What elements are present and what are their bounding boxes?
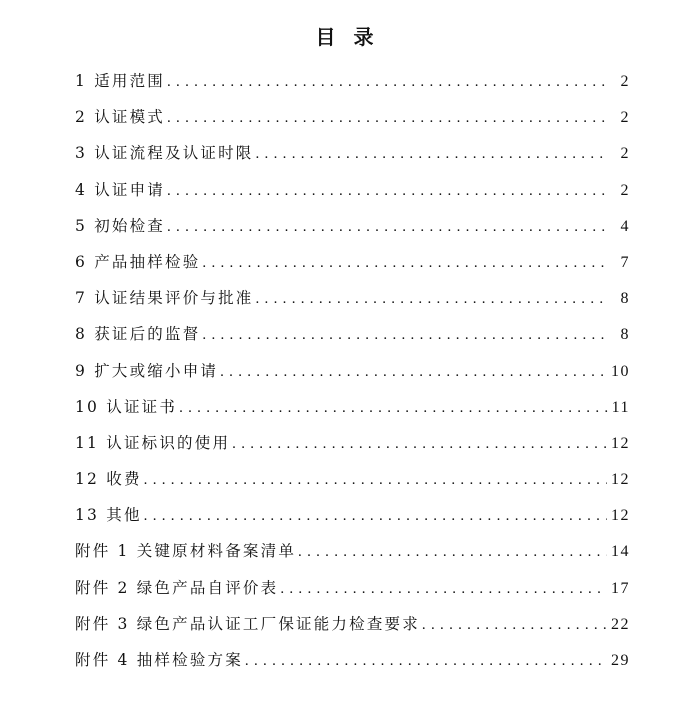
toc-entry-mark-usage[interactable] <box>75 428 630 464</box>
dot-leader <box>256 139 609 169</box>
dot-leader <box>202 320 608 350</box>
toc-entry-label: 附件 2 绿色产品自评价表 <box>75 578 279 597</box>
toc-entry-page: 12 <box>611 434 630 452</box>
dot-leader <box>245 646 607 676</box>
toc-entry-page: 17 <box>611 579 630 597</box>
toc-entry-label: 5 初始检查 <box>75 216 165 235</box>
page-title: 目录 <box>315 25 392 49</box>
table-of-contents <box>75 66 630 681</box>
toc-entry-post-certification-supervision[interactable] <box>75 319 630 355</box>
toc-entry-page: 4 <box>620 217 630 235</box>
toc-entry-certification-application[interactable] <box>75 175 630 211</box>
toc-entry-certificate[interactable] <box>75 392 630 428</box>
toc-entry-page: 22 <box>611 615 630 633</box>
dot-leader <box>256 284 609 314</box>
toc-entry-initial-inspection[interactable] <box>75 211 630 247</box>
dot-leader <box>179 393 608 423</box>
toc-entry-label: 10 认证证书 <box>75 397 178 416</box>
toc-entry-page: 12 <box>611 507 630 525</box>
dot-leader <box>144 465 607 495</box>
toc-entry-page: 7 <box>620 253 630 271</box>
dot-leader <box>280 574 607 604</box>
toc-entry-label: 3 认证流程及认证时限 <box>75 144 254 163</box>
toc-entry-label: 9 扩大或缩小申请 <box>75 361 219 380</box>
toc-entry-applicable-scope[interactable] <box>75 66 630 102</box>
toc-entry-label: 附件 4 抽样检验方案 <box>75 651 243 669</box>
toc-entry-result-evaluation[interactable] <box>75 283 630 319</box>
toc-entry-label: 7 认证结果评价与批准 <box>75 289 254 308</box>
dot-leader <box>167 103 608 133</box>
toc-entry-page: 14 <box>611 543 630 561</box>
dot-leader <box>232 429 607 459</box>
dot-leader <box>202 248 608 278</box>
toc-entry-label: 13 其他 <box>75 506 142 525</box>
toc-entry-page: 11 <box>611 398 630 416</box>
toc-entry-page: 29 <box>611 652 630 669</box>
toc-entry-page: 8 <box>620 290 630 308</box>
toc-entry-certification-process[interactable] <box>75 138 630 174</box>
toc-entry-label: 2 认证模式 <box>75 108 165 127</box>
dot-leader <box>167 67 608 97</box>
toc-entry-label: 11 认证标识的使用 <box>75 433 231 452</box>
toc-entry-label: 附件 1 关键原材料备案清单 <box>75 542 297 561</box>
toc-entry-page: 10 <box>611 362 630 380</box>
dot-leader <box>298 537 607 567</box>
toc-entry-annex-4[interactable] <box>75 645 630 681</box>
toc-entry-fees[interactable] <box>75 464 630 500</box>
dot-leader <box>422 610 607 640</box>
toc-entry-scope-change[interactable] <box>75 356 630 392</box>
dot-leader <box>144 501 607 531</box>
toc-entry-annex-2[interactable] <box>75 573 630 609</box>
dot-leader <box>220 357 607 387</box>
toc-entry-page: 2 <box>620 181 630 199</box>
toc-entry-page: 2 <box>620 109 630 127</box>
toc-entry-product-sampling[interactable] <box>75 247 630 283</box>
dot-leader <box>167 176 608 206</box>
toc-entry-annex-3[interactable] <box>75 609 630 645</box>
toc-entry-label: 附件 3 绿色产品认证工厂保证能力检查要求 <box>75 614 420 633</box>
toc-entry-label: 1 适用范围 <box>75 72 165 90</box>
toc-entry-page: 12 <box>611 471 630 489</box>
dot-leader <box>167 212 608 242</box>
toc-entry-certification-mode[interactable] <box>75 102 630 138</box>
toc-entry-label: 8 获证后的监督 <box>75 325 201 344</box>
toc-entry-other[interactable] <box>75 500 630 536</box>
toc-entry-page: 8 <box>620 326 630 344</box>
toc-entry-page: 2 <box>620 73 630 90</box>
toc-entry-label: 6 产品抽样检验 <box>75 252 201 271</box>
toc-entry-label: 4 认证申请 <box>75 180 165 199</box>
toc-entry-page: 2 <box>620 145 630 163</box>
toc-entry-label: 12 收费 <box>75 470 142 489</box>
toc-entry-annex-1[interactable] <box>75 536 630 572</box>
